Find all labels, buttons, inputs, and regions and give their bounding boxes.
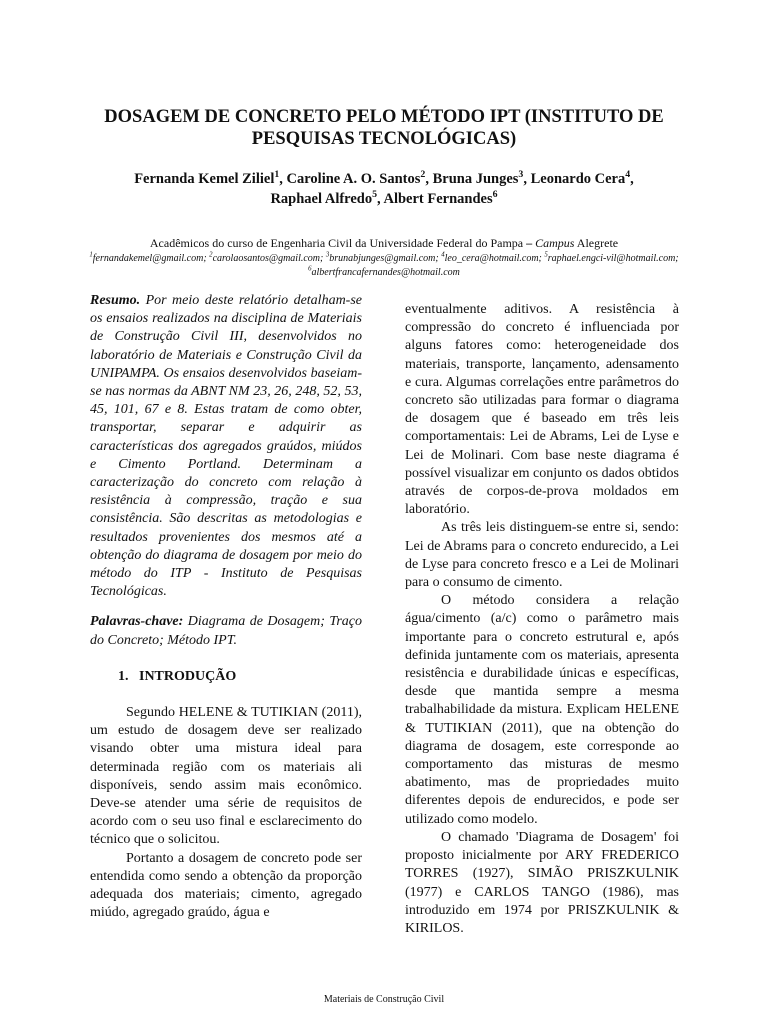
page-footer: Materiais de Construção Civil [323, 994, 445, 1005]
body-paragraph: O chamado 'Diagrama de Dosagem' foi proposto inicialmente por ARY FREDERICO TORRES (1927), SIMÃO PRISZKULNIK (1977) e CARLOS TANGO (1986), mas introduzido em 1974 por PRISZKULNIK & KIRILOS. [405, 829, 679, 936]
paper-title-line-1: DOSAGEM DE CONCRETO PELO MÉTODO IPT (INSTITUTO DE [104, 107, 664, 127]
author-name: Leonardo Cera [530, 171, 626, 187]
author-mark: 2 [420, 169, 426, 181]
email-mark: 4 [441, 251, 445, 259]
email-mark: 6 [308, 265, 312, 273]
keywords [90, 613, 362, 649]
email-link[interactable]: carolaosantos@gmail.com; [212, 253, 324, 264]
author-name: Raphael Alfredo [270, 191, 373, 207]
affiliation-dash: – [526, 236, 533, 250]
body-paragraph: eventualmente aditivos. A resistência à compressão do concreto é influenciada por alguns fatores como: heterogeneidade dos materiais, transporte, lançamento, adensamento e cura. Algumas correlações entre parâmetros do concreto são utilizadas para formar o diagrama de dosagem que é baseado em três leis comportamentais: Lei de Abrams, Lei de Lyse e Lei de Molinari. Com base neste diagrama é possível visualizar em conjunto os dados obtidos através de corpos-de-prova moldados em laboratório. [405, 302, 679, 518]
body-paragraph: Segundo HELENE & TUTIKIAN (2011), um estudo de dosagem deve ser realizado visando obter uma mistura ideal para determinada região com os materiais ali disponíveis, sendo assim mais econômico. Deve-se atender uma série de requisitos de acordo com o seu uso final e esclarecimento do técnico que o solicitou. [90, 705, 362, 848]
author-list [60, 169, 708, 209]
author-mark: 6 [492, 189, 498, 201]
author-mark: 4 [625, 169, 631, 181]
email-link[interactable]: brunabjunges@gmail.com; [329, 253, 439, 264]
author-mark: 5 [372, 189, 378, 201]
author-mark: 3 [518, 169, 524, 181]
author-name: Albert Fernandes [383, 191, 493, 207]
affiliation-campus: Campus [535, 236, 575, 250]
author-line-2: Raphael Alfredo$^5$, Albert Fernandes$^6$ [270, 189, 498, 207]
paper-title-line-2: PESQUISAS TECNOLÓGICAS) [251, 129, 517, 149]
section-number: 1. [118, 668, 129, 684]
body-paragraph: As três leis distinguem-se entre si, sendo: Lei de Abrams para o concreto endurecido, a Lei de Lyse para concreto fresco e a Lei de Molinari para o consumo de cimento. [405, 520, 679, 591]
abstract-text: Por meio deste relatório detalham-se os ensaios realizados na disciplina de Materiais de Construção Civil III, desenvolvidos no laboratório de Materiais e Construção Civil da UNIPAMPA. Os ensaios desenvolvidos baseiam-se nas normas da ABNT NM 23, 26, 248, 52, 53, 45, 101, 67 e 8. Estas tratam de como obter, transportar, separar e adquirir as características dos agregados graúdos, miúdos e Cimento Portland. Determinam a caracterização do concreto com relação à resistência à compressão, tração e sua consistência. São descritas as metodologias e resultados provenientes dos mesmos até a obtenção do diagrama de dosagem por meio do método do ITP - Instituto de Pesquisas Tecnológicas. [90, 293, 363, 600]
email-link[interactable]: albertfrancafernandes@hotmail.com [311, 267, 460, 278]
section-title: INTRODUÇÃO [139, 668, 237, 684]
abstract [90, 292, 362, 601]
section-heading [90, 668, 362, 686]
author-emails [84, 252, 684, 280]
body-paragraph: Portanto a dosagem de concreto pode ser entendida como sendo a obtenção da proporção adequada dos materiais; cimento, agregado miúdo, agregado graúdo, água e [90, 850, 362, 921]
email-link[interactable]: raphael.engci-vil@hotmail.com; [547, 253, 679, 264]
author-name: Bruna Junges [432, 171, 519, 187]
author-mark: 1 [274, 169, 280, 181]
body-paragraph: O método considera a relação água/cimento (a/c) como o parâmetro mais importante para o concreto estrutural e, após definida juntamente com os materiais, apresenta resistência e durabilidade únicas e específicas, desde que mantida sempre a mesma trabalhabilidade da mistura. Explicam HELENE & TUTIKIAN (2011), que na obtenção do diagrama de dosagem, este corresponde ao comportamento das misturas de mesmo abatimento, mas de propriedades muito diferentes depois de endurecidos, e pode ser utilizado como modelo. [405, 593, 679, 827]
affiliation-text: Acadêmicos do curso de Engenharia Civil da Universidade Federal do Pampa [149, 236, 524, 250]
author-name: Caroline A. O. Santos [286, 171, 421, 187]
left-column [90, 292, 362, 923]
keywords-text: Diagrama de Dosagem; Traço do Concreto; Método IPT. [90, 614, 362, 648]
author-name: Fernanda Kemel Ziliel [134, 171, 275, 187]
email-mark: 2 [209, 251, 213, 259]
paper-title [60, 106, 708, 150]
email-mark: 5 [544, 251, 548, 259]
email-mark: 3 [325, 251, 330, 259]
keywords-label: Palavras-chave: [90, 614, 184, 630]
author-line-1: Fernanda Kemel Ziliel$^1$, Caroline A. O. Santos$^2$, Bruna Junges$^3$, Leonardo Cera$^4$, [134, 169, 634, 187]
email-mark: 1 [89, 251, 93, 259]
affiliation [60, 235, 708, 251]
abstract-label: Resumo. [90, 293, 141, 308]
email-link[interactable]: leo_cera@hotmail.com; [444, 253, 542, 264]
affiliation-city: Alegrete [576, 236, 619, 250]
email-link[interactable]: fernandakemel@gmail.com; [92, 253, 207, 264]
right-column [405, 301, 679, 938]
